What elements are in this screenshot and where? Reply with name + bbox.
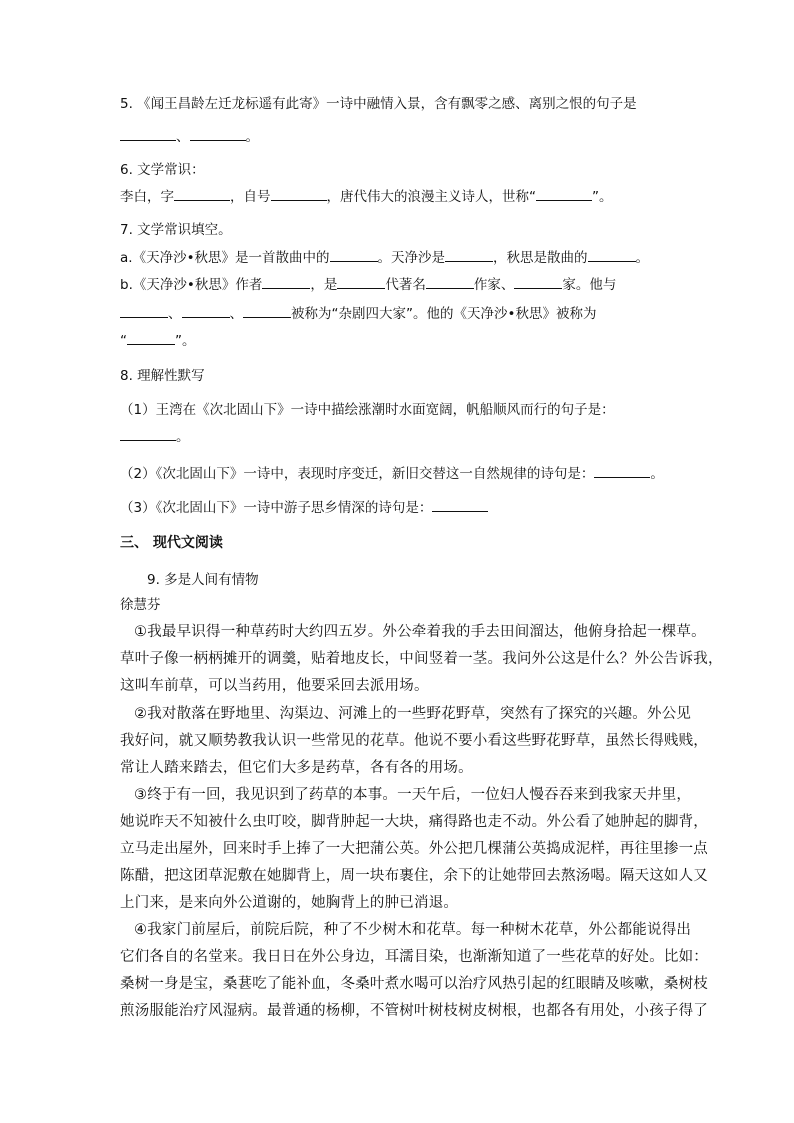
q8-item-1-end: 。 <box>176 429 190 445</box>
q7-d-open-quote: “ <box>120 333 127 349</box>
q6-line <box>120 186 613 207</box>
q9-para-3-line-2: 她说昨天不知被什么虫叮咬，脚背肿起一大块，痛得路也走不动。外公看了她肿起的脚背， <box>120 814 708 830</box>
q9-para-4-line-1: ④我家门前屋后，前院后院，种了不少树木和花草。每一种树木花草，外公都能说得出 <box>134 922 692 938</box>
q6-text-4: ”。 <box>592 189 613 205</box>
q5-sep: 、 <box>176 129 190 145</box>
q7-a-blank-2[interactable] <box>445 247 493 262</box>
q7-a-text-1: a.《天净沙•秋思》是一首散曲中的 <box>120 250 330 266</box>
q7-b-text-4: 作家、 <box>473 277 515 293</box>
q7-c-blank-2[interactable] <box>182 303 230 318</box>
q7-d-blank[interactable] <box>127 330 175 345</box>
q7-c-sep-1: 、 <box>168 306 182 322</box>
q7-d-close-quote: ”。 <box>175 333 196 349</box>
q5-line-1 <box>120 94 637 114</box>
q8-item-1-answer <box>120 426 190 447</box>
q9-para-3-line-4: 陈醋，把这团草泥敷在她脚背上，周一块布裹住，余下的让她带回去熬汤喝。隔天这如人又 <box>120 868 708 884</box>
q5-blank-2[interactable] <box>190 126 246 141</box>
q7-c-blank-1[interactable] <box>120 303 168 318</box>
q8-item-2-end: 。 <box>650 466 664 482</box>
q9-para-1-line-2: 草叶子像一柄柄摊开的调羹，贴着地皮长，中间竖着一茎。我问外公这是什么？外公告诉我， <box>120 651 723 667</box>
q7-line-d <box>120 330 196 351</box>
q7-a-blank-3[interactable] <box>588 247 636 262</box>
q9-para-4-line-2: 它们各自的名堂来。我日日在外公身边，耳濡目染，也渐渐知道了一些花草的好处。比如： <box>120 949 708 965</box>
q8-title: 8. 理解性默写 <box>120 368 205 384</box>
q9-para-4-line-3: 桑树一身是宝，桑葚吃了能补血，冬桑叶煮水喝可以治疗风热引起的红眼睛及咳嗽，桑树枝 <box>120 976 708 992</box>
q7-line-b <box>120 274 616 295</box>
q7-c-blank-3[interactable] <box>243 303 291 318</box>
q9-author: 徐慧芬 <box>120 597 161 613</box>
q8-item-2 <box>120 463 664 484</box>
q7-line-a <box>120 247 649 268</box>
q5-text: 5. 《闻王昌龄左迁龙标遥有此寄》一诗中融情入景，含有飘零之感、离别之恨的句子是 <box>120 96 637 112</box>
q6-blank-3[interactable] <box>536 186 592 201</box>
q6-text-1: 李白，字 <box>120 189 174 205</box>
q7-b-text-5: 家。他与 <box>562 277 617 293</box>
q9-title: 9. 多是人间有情物 <box>147 572 259 588</box>
q8-item-3 <box>120 497 488 518</box>
q7-line-c <box>120 303 596 324</box>
q9-para-2-line-2: 我好问，就又顺势教我认识一些常见的花草。他说不要小看这些野花野草，虽然长得贱贱， <box>120 733 708 749</box>
q8-item-2-text: （2）《次北固山下》一诗中，表现时序变迁，新旧交替这一自然规律的诗句是： <box>120 466 595 482</box>
q6-title: 6. 文学常识： <box>120 162 205 178</box>
q7-c-text: 被称为“杂剧四大家”。他的《天净沙•秋思》被称为 <box>291 306 597 322</box>
q7-b-blank-1[interactable] <box>262 274 310 289</box>
q9-para-3-line-3: 立马走出屋外，回来时手上捧了一大把蒲公英。外公把几棵蒲公英捣成泥样，再往里掺一点 <box>120 841 708 857</box>
q7-b-blank-3[interactable] <box>426 274 474 289</box>
q9-para-3-line-1: ③终于有一回，我见识到了药草的本事。一天午后，一位妇人慢吞吞来到我家天井里， <box>134 787 692 803</box>
q5-blank-1[interactable] <box>120 126 176 141</box>
q8-blank-2[interactable] <box>594 463 650 478</box>
q5-end: 。 <box>245 129 259 145</box>
q9-para-2-line-3: 常让人踏来踏去，但它们大多是药草，各有各的用场。 <box>120 760 473 776</box>
q6-text-2: ，自号 <box>230 189 271 205</box>
q5-line-2 <box>120 126 259 147</box>
q8-item-1: （1）王湾在《次北固山下》一诗中描绘涨潮时水面宽阔，帆船顺风而行的句子是： <box>120 402 615 418</box>
section-heading: 三、 现代文阅读 <box>120 535 223 551</box>
q7-c-sep-2: 、 <box>229 306 243 322</box>
q9-para-1-line-1: ①我最早识得一种草药时大约四五岁。外公牵着我的手去田间溜达，他俯身拾起一棵草。 <box>134 624 706 640</box>
q7-b-text-1: b.《天净沙•秋思》作者 <box>120 277 263 293</box>
q6-blank-1[interactable] <box>174 186 230 201</box>
q7-b-blank-4[interactable] <box>514 274 562 289</box>
q9-para-1-line-3: 这叫车前草，可以当药用，他要采回去派用场。 <box>120 678 429 694</box>
q9-para-4-line-4: 煎汤服能治疗风湿病。最普通的杨柳，不管树叶树枝树皮树根，也都各有用处，小孩子得了 <box>120 1003 708 1019</box>
q9-para-3-line-5: 上门来，是来向外公道谢的，她胸背上的肿已消退。 <box>120 895 459 911</box>
q7-b-text-3: 代著名 <box>385 277 426 293</box>
q8-item-3-text: （3）《次北固山下》一诗中游子思乡情深的诗句是： <box>120 500 433 516</box>
q9-para-2-line-1: ②我对散落在野地里、沟渠边、河滩上的一些野花野草，突然有了探究的兴趣。外公见 <box>134 706 692 722</box>
q7-b-blank-2[interactable] <box>337 274 385 289</box>
q7-a-text-2: 。天净沙是 <box>377 250 446 266</box>
q7-b-text-2: ，是 <box>310 277 338 293</box>
q6-blank-2[interactable] <box>271 186 327 201</box>
q8-blank-1[interactable] <box>120 426 176 441</box>
q7-title: 7. 文学常识填空。 <box>120 222 232 238</box>
q8-blank-3[interactable] <box>432 497 488 512</box>
q6-text-3: ，唐代伟大的浪漫主义诗人，世称“ <box>326 189 536 205</box>
q7-a-text-3: ，秋思是散曲的 <box>493 250 588 266</box>
q7-a-text-4: 。 <box>635 250 650 266</box>
q7-a-blank-1[interactable] <box>330 247 378 262</box>
